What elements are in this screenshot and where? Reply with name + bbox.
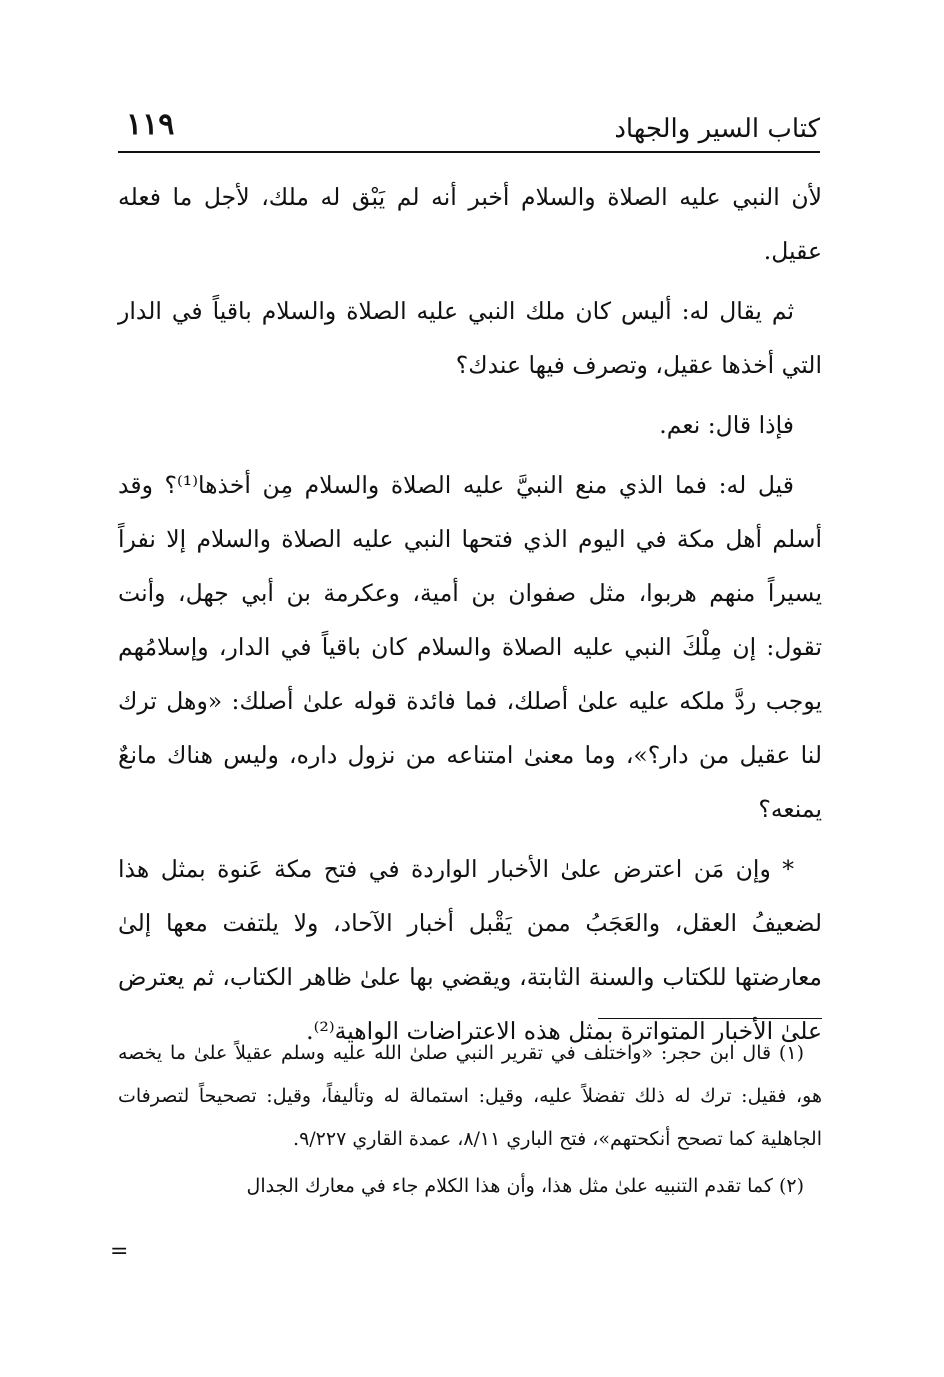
footnote-rule	[598, 1018, 822, 1019]
footnote-1: (١) قال ابن حجر: «واختلف في تقرير النبي صلىٰ الله عليه وسلم عقيلاً علىٰ ما يخصه هو، فقيل: ترك له ذلك تفضلاً عليه، وقيل: استمالة له وتأليفاً، وقيل: تصحيحاً لتصرفات الجاهلية كما تصحح أنكحتهم»، فتح الباري ٨/١١، عمدة القاري ٩/٢٢٧.	[118, 1042, 822, 1150]
paragraph: قيل له: فما الذي منع النبيَّ عليه الصلاة والسلام مِن أخذها⁽¹⁾؟ وقد أسلم أهل مكة في اليوم الذي فتحها النبي عليه الصلاة والسلام إلا نفراً يسيراً منهم هربوا، مثل صفوان بن أمية، وعكرمة بن أبي جهل، وأنت تقول: إن مِلْكَ النبي عليه الصلاة والسلام كان باقياً في الدار، وإسلامُهم يوجب ردَّ ملكه عليه علىٰ أصلك، فما فائدة قوله علىٰ أصلك: «وهل ترك لنا عقيل من دار؟»، وما معنىٰ امتناعه من نزول داره، وليس هناك مانعٌ يمنعه؟	[118, 471, 822, 823]
continuation-mark: =	[110, 1239, 129, 1264]
paragraph: * وإن مَن اعترض علىٰ الأخبار الواردة في فتح مكة عَنوة بمثل هذا لضعيفُ العقل، والعَجَبُ ممن يَقْبل أخبار الآحاد، ولا يلتفت معها إلىٰ معارضتها للكتاب والسنة الثابتة، ويقضي بها علىٰ ظاهر الكتاب، ثم يعترض علىٰ الأخبار المتواترة بمثل هذه الاعتراضات الواهية⁽²⁾.	[118, 855, 822, 1045]
paragraph: لأن النبي عليه الصلاة والسلام أخبر أنه لم يَبْق له ملك، لأجل ما فعله عقيل.	[118, 183, 822, 265]
footnote-2: (٢) كما تقدم التنبيه علىٰ مثل هذا، وأن هذا الكلام جاء في معارك الجدال	[246, 1175, 804, 1197]
header-rule	[118, 151, 820, 153]
running-title: كتاب السير والجهاد	[614, 114, 820, 144]
page-header	[120, 104, 820, 148]
main-text	[118, 170, 822, 1064]
footnotes	[118, 1032, 822, 1212]
paragraph: ثم يقال له: أليس كان ملك النبي عليه الصلاة والسلام باقياً في الدار التي أخذها عقيل، وتصرف فيها عندك؟	[118, 297, 822, 379]
paragraph: فإذا قال: نعم.	[659, 411, 794, 439]
page-number: ١١٩	[126, 107, 175, 142]
